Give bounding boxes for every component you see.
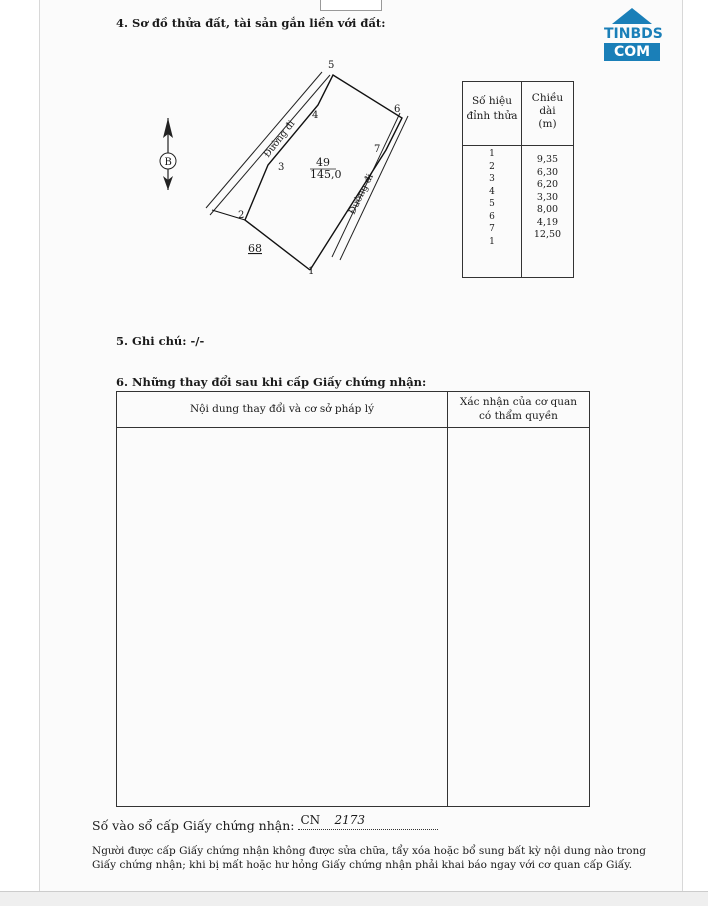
road-label-left: Đường đi: [261, 118, 298, 160]
header-vertex: Số hiệu đỉnh thửa: [466, 95, 518, 122]
registry-label: Số vào sổ cấp Giấy chứng nhận:: [92, 818, 295, 833]
parcel-diagram: [150, 50, 420, 290]
vertex-7: 7: [374, 144, 381, 155]
parcel-area: 145,0: [310, 168, 342, 181]
vertex-column: 1 2 3 4 5 6 7 1: [489, 149, 495, 247]
section-6-title: 6. Những thay đổi sau khi cấp Giấy chứng nhận:: [116, 375, 427, 389]
registry-handwritten-number: 2173: [334, 813, 366, 827]
vertex-2: 2: [238, 210, 245, 221]
vertex-3: 3: [278, 162, 285, 173]
changes-table: [116, 391, 590, 807]
neighbor-parcel: 68: [248, 242, 262, 255]
length-column: 9,35 6,30 6,20 3,30 8,00 4,19 12,50: [533, 154, 562, 240]
vertex-5: 5: [328, 60, 335, 71]
logo-text-top: TINBDS: [604, 26, 663, 42]
edge-length-table: [462, 81, 574, 278]
logo-roof-icon: [612, 8, 652, 24]
north-symbol: B: [164, 157, 172, 168]
vertex-1: 1: [308, 266, 315, 277]
section-5-title: 5. Ghi chú: -/-: [116, 334, 205, 348]
north-arrow-icon: [160, 118, 176, 190]
registry-prefix: CN: [300, 813, 321, 827]
road-label-right: Đường đi: [346, 172, 376, 217]
page-bottom-edge: [0, 891, 708, 906]
section-4-title: 4. Sơ đồ thửa đất, tài sản gắn liền với đất:: [116, 16, 386, 30]
changes-col-confirm: Xác nhận của cơ quan có thẩm quyền: [459, 396, 578, 422]
tinbds-logo: [602, 8, 664, 64]
parcel-number: 49: [316, 156, 330, 169]
registry-number: [92, 813, 438, 833]
logo-text-bottom: COM: [604, 43, 660, 61]
changes-col-content: Nội dung thay đổi và cơ sở pháp lý: [189, 403, 375, 415]
vertex-6: 6: [394, 104, 401, 115]
legal-notice: Người được cấp Giấy chứng nhận không được sửa chữa, tẩy xóa hoặc bổ sung bất kỳ nội dung nào trong Giấy chứng nhận; khi bị mất hoặc hư hỏng Giấy chứng nhận phải khai báo ngay với cơ quan cấp Giấy.: [92, 845, 646, 871]
vertex-4: 4: [312, 110, 319, 121]
top-tab-marker: [320, 0, 382, 11]
header-length: Chiều dài (m): [531, 92, 564, 130]
